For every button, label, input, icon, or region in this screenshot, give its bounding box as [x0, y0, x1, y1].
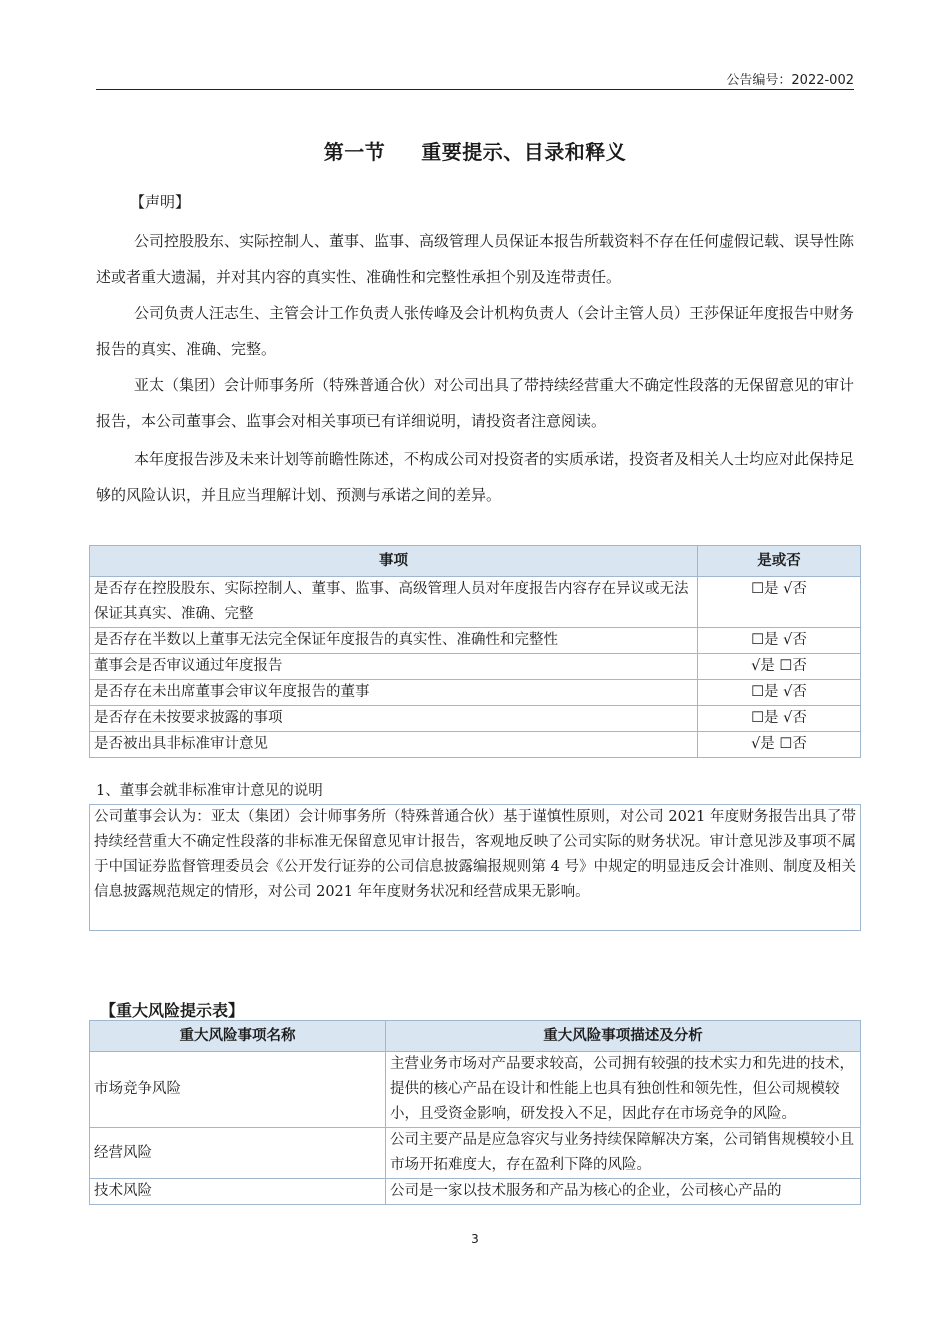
row-answer: √是 ☐否	[698, 732, 861, 758]
table-header-row	[90, 1021, 861, 1052]
row-item: 是否存在半数以上董事无法完全保证年度报告的真实性、准确性和完整性	[90, 628, 698, 654]
table-row	[90, 706, 861, 732]
risk-description: 公司主要产品是应急容灾与业务持续保障解决方案，公司销售规模较小且市场开拓难度大，存在盈利下降的风险。	[386, 1128, 861, 1179]
section-title	[0, 136, 950, 165]
row-item: 是否存在控股股东、实际控制人、董事、监事、高级管理人员对年度报告内容存在异议或无法保证其真实、准确、完整	[90, 577, 698, 628]
declaration-label: 【声明】	[130, 193, 191, 211]
table-row	[90, 732, 861, 758]
audit-note-title: 1、董事会就非标准审计意见的说明	[96, 783, 323, 799]
page-number: 3	[471, 1232, 479, 1246]
row-item: 是否被出具非标准审计意见	[90, 732, 698, 758]
row-item: 是否存在未出席董事会审议年度报告的董事	[90, 680, 698, 706]
table-row	[90, 1128, 861, 1179]
row-answer: ☐是 √否	[698, 680, 861, 706]
table-row	[90, 1052, 861, 1128]
header-rule	[96, 89, 854, 90]
table-row	[90, 1179, 861, 1205]
risk-description: 公司是一家以技术服务和产品为核心的企业，公司核心产品的	[386, 1179, 861, 1205]
table-header-row	[90, 546, 861, 577]
risk-table	[89, 1020, 861, 1205]
declaration-paragraph-3: 亚太（集团）会计师事务所（特殊普通合伙）对公司出具了带持续经营重大不确定性段落的无保留意见的审计报告，本公司董事会、监事会对相关事项已有详细说明，请投资者注意阅读。	[96, 376, 855, 430]
table-row	[90, 654, 861, 680]
table-row	[90, 628, 861, 654]
declaration-paragraph-4: 本年度报告涉及未来计划等前瞻性陈述，不构成公司对投资者的实质承诺，投资者及相关人士均应对此保持足够的风险认识，并且应当理解计划、预测与承诺之间的差异。	[96, 450, 855, 504]
column-header-item: 事项	[90, 546, 698, 577]
audit-note-body: 公司董事会认为：亚太（集团）会计师事务所（特殊普通合伙）基于谨慎性原则，对公司 2021 年度财务报告出具了带持续经营重大不确定性段落的非标准无保留意见审计报告，客观地反映了公司实际的财务状况。审计意见涉及事项不属于中国证券监督管理委员会《公开发行证券的公司信息披露编报规则第 4 号》中规定的明显违反会计准则、制度及相关信息披露规范规定的情形，对公司 2021 年年度财务状况和经营成果无影响。	[89, 804, 861, 931]
announcement-code: 公告编号：2022-002	[726, 73, 854, 88]
risk-name: 技术风险	[90, 1179, 386, 1205]
risk-name: 市场竞争风险	[90, 1052, 386, 1128]
row-answer: ☐是 √否	[698, 706, 861, 732]
risk-description: 主营业务市场对产品要求较高，公司拥有较强的技术实力和先进的技术，提供的核心产品在设计和性能上也具有独创性和领先性，但公司规模较小，且受资金影响，研发投入不足，因此存在市场竞争的风险。	[386, 1052, 861, 1128]
risk-table-title: 【重大风险提示表】	[100, 1001, 245, 1020]
risk-name: 经营风险	[90, 1128, 386, 1179]
table-row	[90, 577, 861, 628]
column-header-risk-desc: 重大风险事项描述及分析	[386, 1021, 861, 1052]
row-item: 董事会是否审议通过年度报告	[90, 654, 698, 680]
confirmation-table	[89, 545, 861, 758]
column-header-answer: 是或否	[698, 546, 861, 577]
row-answer: ☐是 √否	[698, 577, 861, 628]
table-row	[90, 680, 861, 706]
section-number: 第一节	[323, 140, 386, 164]
row-answer: √是 ☐否	[698, 654, 861, 680]
declaration-paragraph-1: 公司控股股东、实际控制人、董事、监事、高级管理人员保证本报告所载资料不存在任何虚假记载、误导性陈述或者重大遗漏，并对其内容的真实性、准确性和完整性承担个别及连带责任。	[96, 232, 855, 286]
row-item: 是否存在未按要求披露的事项	[90, 706, 698, 732]
section-heading: 重要提示、目录和释义	[421, 140, 627, 164]
declaration-paragraph-2: 公司负责人汪志生、主管会计工作负责人张传峰及会计机构负责人（会计主管人员）王莎保证年度报告中财务报告的真实、准确、完整。	[96, 304, 855, 358]
row-answer: ☐是 √否	[698, 628, 861, 654]
column-header-risk-name: 重大风险事项名称	[90, 1021, 386, 1052]
